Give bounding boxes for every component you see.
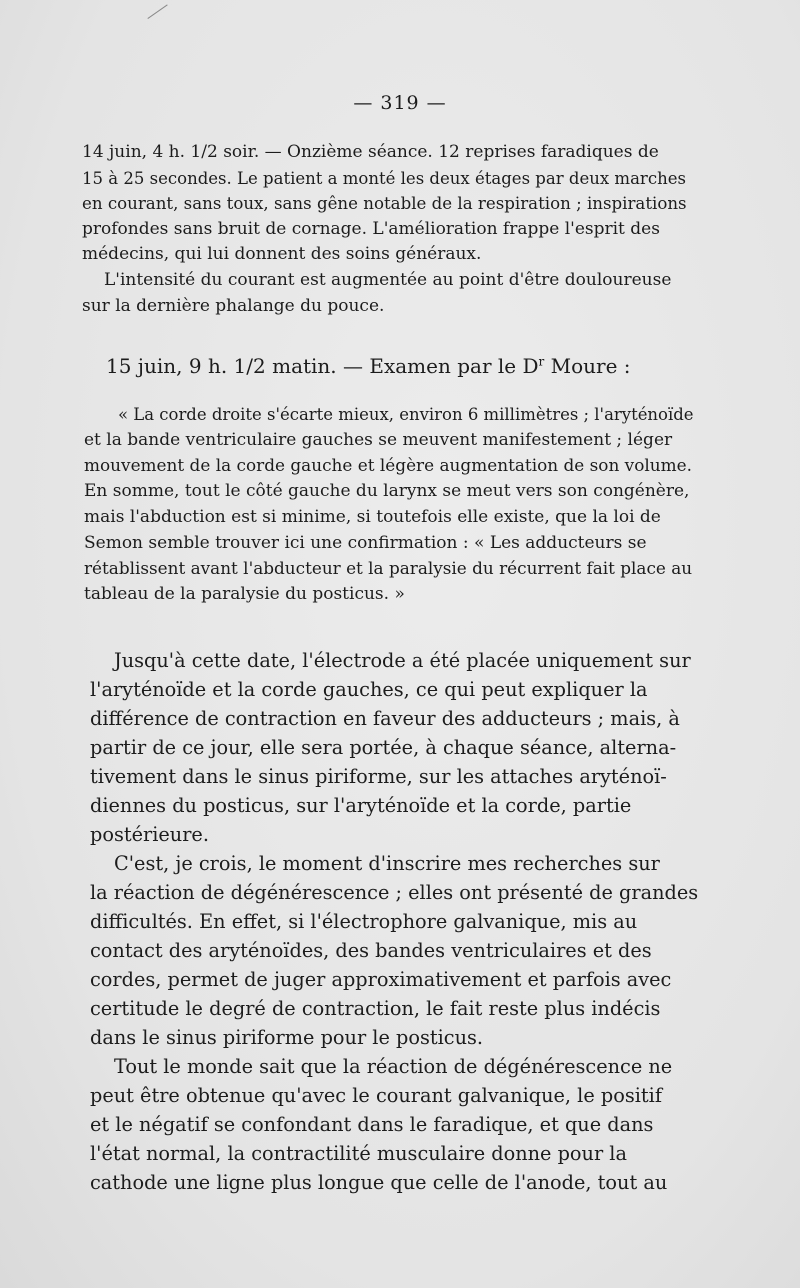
- quote-line: rétablissent avant l'abducteur et la paralysie du récurrent fait place au: [84, 558, 693, 579]
- body-line: l'état normal, la contractilité musculaire donne pour la: [90, 1142, 627, 1165]
- body-line: postérieure.: [90, 823, 209, 846]
- heading-superscript: r: [538, 354, 545, 369]
- page-number: — 319 —: [353, 92, 447, 114]
- body-line: C'est, je crois, le moment d'inscrire mes recherches sur: [114, 852, 660, 875]
- heading-text: 15 juin, 9 h. 1/2 matin. — Examen par le D: [106, 354, 539, 378]
- body-line: cathode une ligne plus longue que celle de l'anode, tout au: [90, 1171, 668, 1194]
- quote-line: mouvement de la corde gauche et légère augmentation de son volume.: [84, 455, 692, 476]
- entry-june-14: [82, 140, 690, 319]
- body-line: certitude le degré de contraction, le fait reste plus indécis: [90, 997, 661, 1020]
- body-text: [90, 646, 702, 1197]
- body-line: peut être obtenue qu'avec le courant galvanique, le positif: [90, 1084, 662, 1107]
- text-line: médecins, qui lui donnent des soins généraux.: [82, 244, 482, 265]
- text-line: en courant, sans toux, sans gêne notable de la respiration ; inspirations: [82, 194, 687, 214]
- body-line: diennes du posticus, sur l'aryténoïde et la corde, partie: [90, 794, 632, 817]
- text-line: 15 à 25 secondes. Le patient a monté les deux étages par deux marches: [82, 168, 686, 188]
- entry-june-15-heading: [106, 354, 631, 378]
- text-line: profondes sans bruit de cornage. L'amélioration frappe l'esprit des: [82, 218, 660, 239]
- quote-line: Semon semble trouver ici une confirmation : « Les adducteurs se: [84, 532, 647, 553]
- quote-line: « La corde droite s'écarte mieux, environ 6 millimètres ; l'aryténoïde: [118, 405, 694, 424]
- body-line: cordes, permet de juger approximativement et parfois avec: [90, 968, 672, 991]
- quote-line: et la bande ventriculaire gauches se meuvent manifestement ; léger: [84, 429, 673, 450]
- body-line: tivement dans le sinus piriforme, sur les attaches aryténoï-: [90, 765, 667, 788]
- body-line: l'aryténoïde et la corde gauches, ce qui peut expliquer la: [90, 678, 648, 701]
- body-line: et le négatif se confondant dans le faradique, et que dans: [90, 1113, 654, 1136]
- body-line: la réaction de dégénérescence ; elles ont présenté de grandes: [90, 881, 699, 904]
- quote-line: En somme, tout le côté gauche du larynx se meut vers son congénère,: [84, 481, 690, 502]
- text-line: L'intensité du courant est augmentée au point d'être douloureuse: [104, 269, 672, 290]
- quote-line: mais l'abduction est si minime, si toutefois elle existe, que la loi de: [84, 506, 661, 527]
- body-line: différence de contraction en faveur des adducteurs ; mais, à: [90, 707, 680, 730]
- pencil-mark: [138, 0, 167, 19]
- body-line: partir de ce jour, elle sera portée, à chaque séance, alterna-: [90, 736, 677, 759]
- heading-text-end: Moure :: [544, 354, 631, 378]
- body-line: dans le sinus piriforme pour le posticus.: [90, 1026, 484, 1049]
- quote-line: tableau de la paralysie du posticus. »: [84, 583, 405, 604]
- text-line: 14 juin, 4 h. 1/2 soir. — Onzième séance. 12 reprises faradiques de: [82, 142, 659, 162]
- body-line: Tout le monde sait que la réaction de dégénérescence ne: [114, 1055, 673, 1078]
- examination-quote: [84, 402, 696, 608]
- body-line: Jusqu'à cette date, l'électrode a été placée uniquement sur: [114, 649, 691, 672]
- text-line: sur la dernière phalange du pouce.: [82, 295, 385, 316]
- body-line: difficultés. En effet, si l'électrophore galvanique, mis au: [90, 910, 638, 933]
- body-line: contact des aryténoïdes, des bandes ventriculaires et des: [90, 939, 652, 962]
